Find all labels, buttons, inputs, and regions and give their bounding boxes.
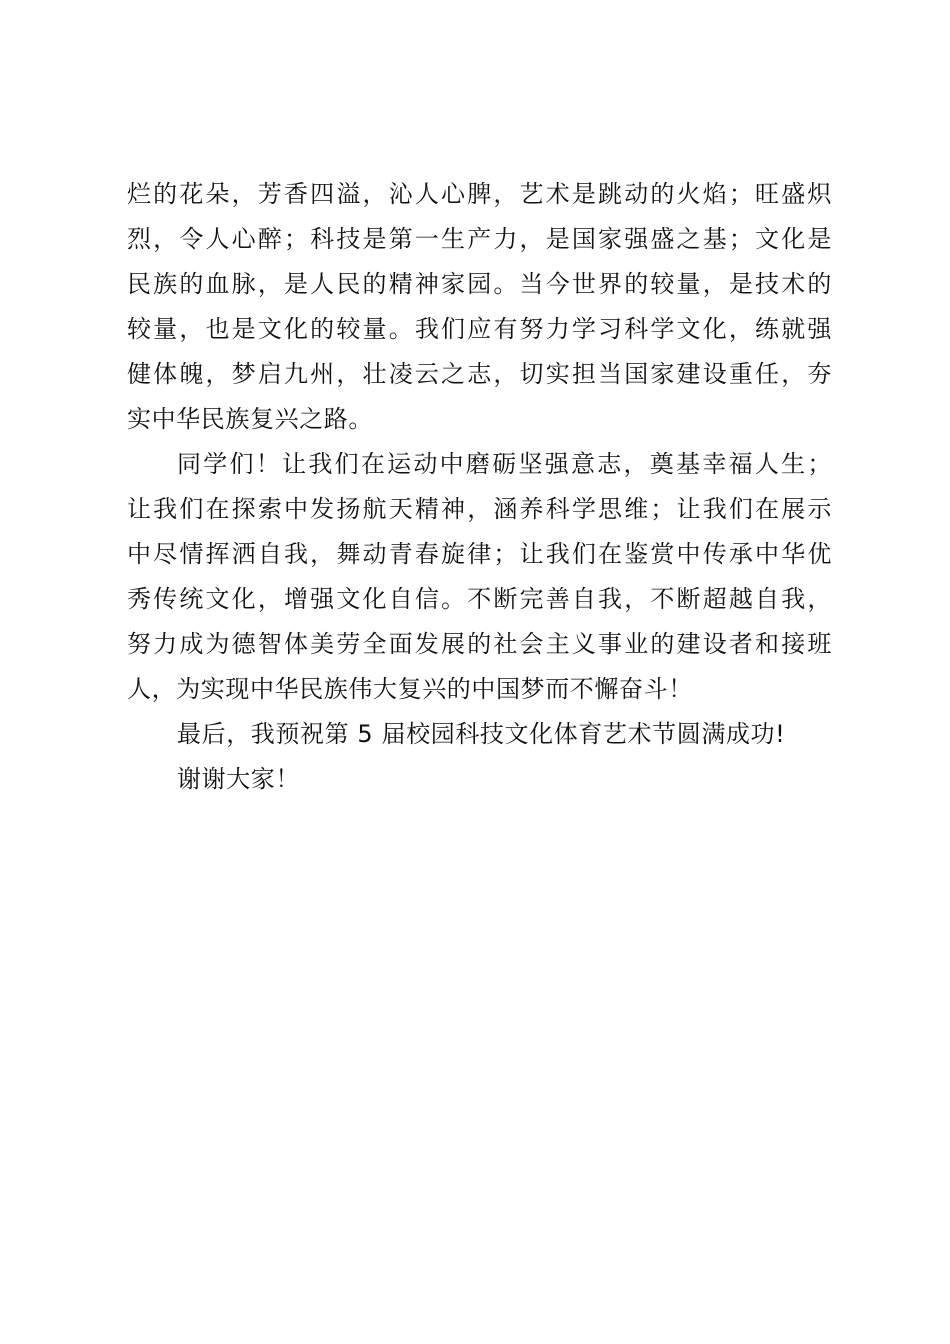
text-line: 谢谢大家！ bbox=[177, 765, 300, 793]
text-line: 烂的花朵，芳香四溢，沁人心脾，艺术是跳动的火焰；旺盛炽 bbox=[127, 180, 832, 208]
text-line: 较量，也是文化的较量。我们应有努力学习科学文化，练就强 bbox=[127, 315, 832, 343]
text-line: 努力成为德智体美劳全面发展的社会主义事业的建设者和接班 bbox=[127, 630, 832, 658]
text-line: 人，为实现中华民族伟大复兴的中国梦而不懈奋斗！ bbox=[127, 675, 693, 703]
speech-body bbox=[127, 172, 832, 802]
text-line: 让我们在探索中发扬航天精神，涵养科学思维；让我们在展示 bbox=[127, 495, 832, 523]
text-line: 中尽情挥洒自我，舞动青春旋律；让我们在鉴赏中传承中华优 bbox=[127, 540, 832, 568]
text-line: 实中华民族复兴之路。 bbox=[127, 405, 373, 433]
text-line: 最后，我预祝第 5 届校园科技文化体育艺术节圆满成功! bbox=[177, 720, 786, 748]
text-line: 秀传统文化，增强文化自信。不断完善自我，不断超越自我， bbox=[127, 585, 832, 613]
text-line: 同学们！让我们在运动中磨砺坚强意志，奠基幸福人生； bbox=[177, 450, 832, 478]
text-line: 民族的血脉，是人民的精神家园。当今世界的较量，是技术的 bbox=[127, 270, 832, 298]
text-line: 烈，令人心醉；科技是第一生产力，是国家强盛之基；文化是 bbox=[127, 225, 832, 253]
paragraph-4 bbox=[127, 757, 832, 802]
text-line: 健体魄，梦启九州，壮凌云之志，切实担当国家建设重任，夯 bbox=[127, 360, 832, 388]
paragraph-3 bbox=[127, 712, 832, 757]
paragraph-2 bbox=[127, 442, 832, 712]
paragraph-1 bbox=[127, 172, 832, 442]
